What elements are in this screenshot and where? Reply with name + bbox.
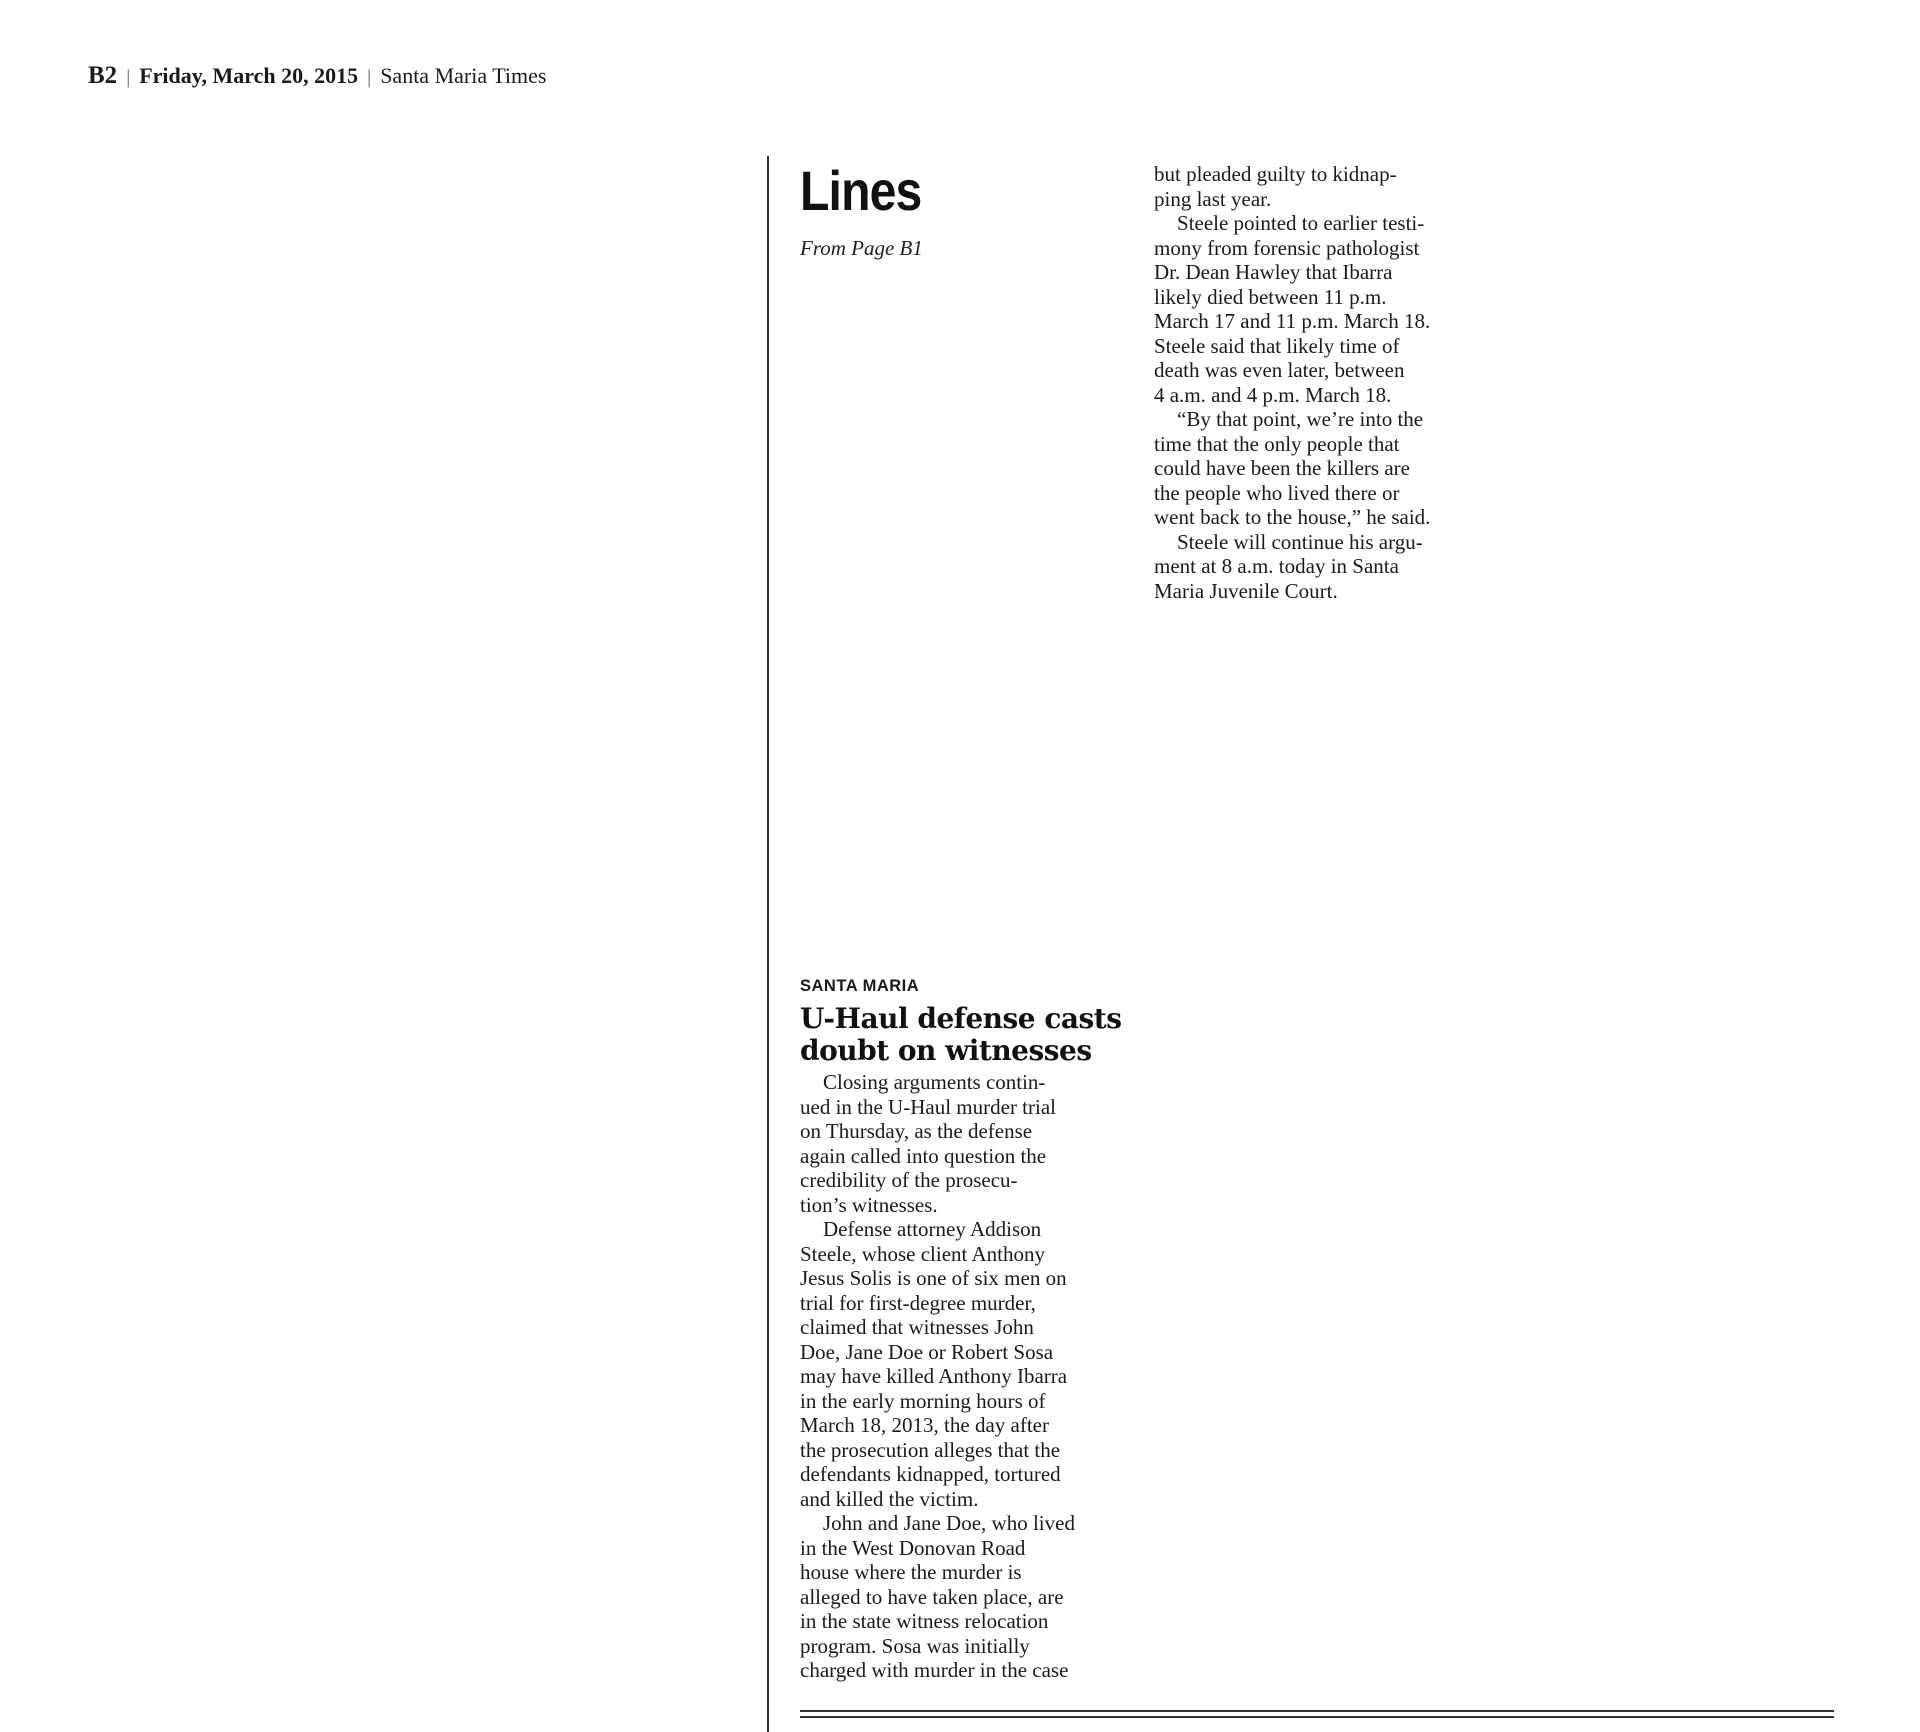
article-kicker: SANTA MARIA: [800, 977, 920, 995]
story-line: program. Sosa was initially: [800, 1633, 1030, 1658]
story-line: ued in the U-Haul murder trial: [800, 1094, 1056, 1119]
bottom-double-rule: [800, 1710, 1834, 1718]
story-line: John and Jane Doe, who lived: [823, 1511, 1075, 1535]
story-line: the people who lived there or: [1154, 480, 1400, 505]
story-line: Steele will continue his argu-: [1177, 529, 1423, 554]
story-line: alleged to have taken place, are: [800, 1584, 1064, 1609]
story-line: Defense attorney Addison: [823, 1217, 1042, 1241]
story-line: in the early morning hours of: [800, 1388, 1046, 1413]
story-line: may have killed Anthony Ibarra: [800, 1364, 1068, 1388]
story-line: March 17 and 11 p.m. March 18.: [1154, 309, 1431, 333]
story-line: the prosecution alleges that the: [800, 1437, 1061, 1462]
story-line: 4 a.m. and 4 p.m. March 18.: [1154, 382, 1392, 407]
story-line: could have been the killers are: [1154, 456, 1410, 480]
story-line: Jesus Solis is one of six men on: [800, 1266, 1067, 1290]
story-line: and killed the victim.: [800, 1486, 979, 1511]
jump-story-column: [1154, 162, 1492, 603]
story-line: likely died between 11 p.m.: [1154, 284, 1387, 309]
story-line: March 18, 2013, the day after: [800, 1413, 1049, 1437]
story-line: tion’s witnesses.: [800, 1192, 938, 1217]
column-divider: [767, 156, 769, 1732]
article-headline: [800, 1003, 1140, 1067]
story-line: death was even later, between: [1154, 358, 1405, 382]
jump-source: From Page B1: [800, 236, 923, 260]
story-line: mony from forensic pathologist: [1154, 235, 1420, 260]
story-line: defendants kidnapped, tortured: [800, 1462, 1061, 1486]
page-folio: [88, 62, 546, 90]
story-line: charged with murder in the case: [800, 1658, 1069, 1682]
article-body: [800, 1070, 1130, 1683]
story-line: ment at 8 a.m. today in Santa: [1154, 554, 1399, 578]
story-line: Dr. Dean Hawley that Ibarra: [1154, 260, 1393, 284]
folio-separator: |: [126, 66, 131, 88]
headline-line: doubt on witnesses: [800, 1034, 1092, 1067]
story-line: went back to the house,” he said.: [1154, 505, 1431, 529]
headline-line: U-Haul defense casts: [800, 1002, 1122, 1035]
story-line: house where the murder is: [800, 1560, 1022, 1584]
folio-separator: |: [367, 66, 372, 88]
story-line: time that the only people that: [1154, 431, 1400, 456]
story-line: claimed that witnesses John: [800, 1315, 1034, 1339]
publication-name: Santa Maria Times: [380, 63, 547, 88]
story-line: “By that point, we’re into the: [1177, 407, 1424, 431]
story-line: again called into question the: [800, 1143, 1047, 1168]
story-line: but pleaded guilty to kidnap-: [1154, 162, 1397, 186]
story-line: Steele said that likely time of: [1154, 333, 1400, 358]
story-line: Maria Juvenile Court.: [1154, 578, 1338, 603]
story-line: Closing arguments contin-: [823, 1070, 1046, 1094]
page-number: B2: [88, 62, 118, 89]
story-line: Steele, whose client Anthony: [800, 1241, 1045, 1266]
story-line: on Thursday, as the defense: [800, 1119, 1033, 1143]
story-line: credibility of the prosecu-: [800, 1168, 1018, 1192]
jump-headline: Lines: [800, 159, 922, 222]
story-line: in the state witness relocation: [800, 1609, 1049, 1633]
story-line: Steele pointed to earlier testi-: [1177, 211, 1425, 235]
story-line: Doe, Jane Doe or Robert Sosa: [800, 1339, 1054, 1364]
story-line: in the West Donovan Road: [800, 1535, 1026, 1560]
story-line: trial for first-degree murder,: [800, 1290, 1036, 1315]
story-line: ping last year.: [1154, 186, 1272, 211]
issue-date: Friday, March 20, 2015: [139, 63, 359, 88]
